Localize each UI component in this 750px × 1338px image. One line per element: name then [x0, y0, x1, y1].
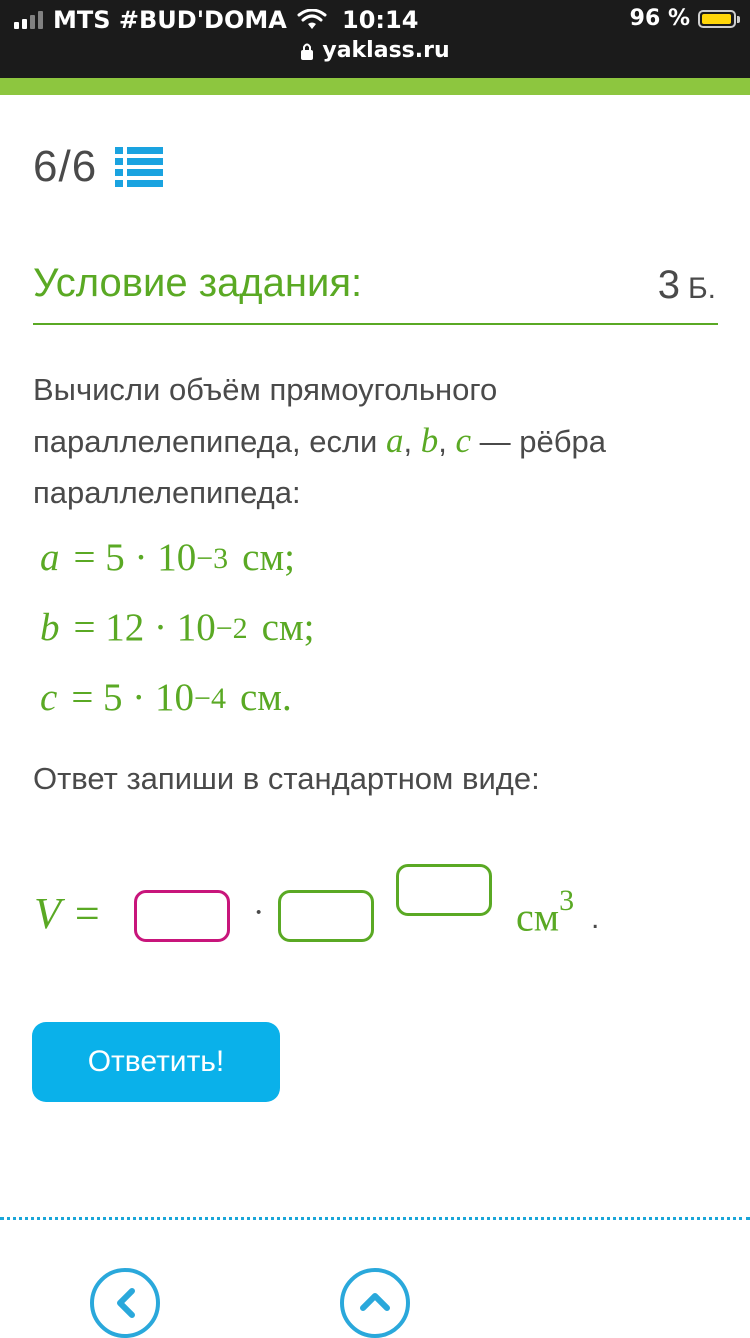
lock-icon	[300, 42, 314, 60]
base-input[interactable]	[278, 890, 374, 942]
edge-unit: см;	[261, 606, 315, 649]
chevron-left-icon	[94, 1272, 156, 1334]
task-text: Вычисли объём прямоугольного параллелепипеда, если a, b, c — рёбра параллелепипеда:	[33, 372, 606, 510]
edge-unit: см;	[242, 536, 295, 579]
status-right	[630, 6, 736, 31]
scroll-top-button[interactable]	[340, 1268, 410, 1338]
dotted-separator	[0, 1217, 750, 1220]
submit-button[interactable]: Ответить!	[32, 1022, 280, 1102]
edge-line-a	[40, 510, 314, 580]
task-counter	[33, 142, 163, 192]
mantissa-input[interactable]	[134, 890, 230, 942]
unit-exp: 3	[559, 884, 575, 917]
counter-text: 6/6	[33, 142, 98, 191]
battery-icon	[698, 10, 736, 28]
edge-values	[40, 510, 314, 720]
unit-text: см	[516, 894, 560, 940]
status-left	[14, 6, 327, 34]
volume-label	[34, 888, 100, 939]
signal-icon	[14, 11, 43, 29]
status-time: 10:14	[342, 6, 419, 34]
edge-var: c	[40, 676, 58, 719]
back-button[interactable]	[90, 1268, 160, 1338]
edge-var: b	[40, 606, 60, 649]
edge-line-c	[40, 650, 314, 720]
chevron-up-icon	[344, 1272, 406, 1334]
url-text: yaklass.ru	[322, 38, 450, 63]
task-text-part2: — рёбра параллелепипеда:	[33, 424, 606, 510]
volume-var: V	[34, 889, 61, 938]
equals-sign: =	[74, 889, 100, 938]
battery-fill	[702, 14, 731, 24]
points-unit: Б.	[687, 272, 716, 305]
edge-var: a	[40, 536, 60, 579]
answer-prompt: Ответ запиши в стандартном виде:	[33, 761, 540, 796]
title-divider	[33, 323, 718, 325]
var-b: b	[420, 421, 439, 460]
edge-exp: −4	[194, 682, 226, 715]
edge-line-b	[40, 580, 314, 650]
wifi-icon	[297, 9, 327, 31]
task-text-part1: Вычисли объём прямоугольного параллелепипеда, если	[33, 372, 498, 459]
edge-eq: = 5 · 10	[73, 536, 197, 579]
points-value: 3	[657, 263, 680, 307]
edge-exp: −3	[196, 542, 229, 575]
volume-unit	[516, 884, 575, 940]
edge-eq: = 5 · 10	[71, 676, 195, 719]
list-icon[interactable]	[115, 145, 163, 189]
status-bar	[0, 0, 750, 78]
task-title: Условие задания:	[33, 261, 363, 305]
answer-period: .	[591, 902, 600, 935]
address-bar[interactable]	[0, 38, 750, 63]
var-c: c	[455, 421, 472, 460]
carrier-name: MTS #BUD'DOMA	[53, 6, 287, 34]
exponent-input[interactable]	[396, 864, 492, 916]
var-a: a	[386, 421, 404, 460]
edge-unit: см.	[239, 676, 292, 719]
edge-exp: −2	[215, 612, 248, 645]
accent-bar	[0, 78, 750, 95]
multiply-dot: ·	[253, 894, 265, 931]
task-points	[658, 263, 716, 308]
battery-percent: 96 %	[629, 6, 690, 31]
edge-eq: = 12 · 10	[73, 606, 216, 649]
